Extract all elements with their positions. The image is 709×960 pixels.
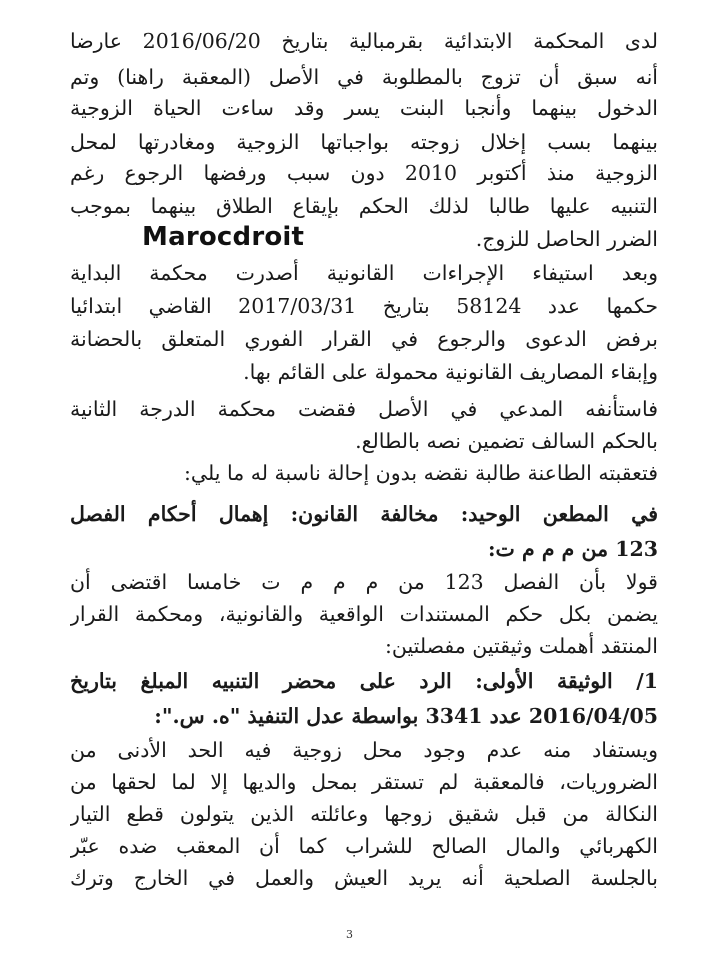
heading-line: 2016/04/05 عدد 3341 بواسطة عدل التنفيذ "ه. س.": [154, 704, 658, 728]
text-line: فاستأنفه المدعي في الأصل فقضت محكمة الدرجة الثانية [70, 397, 658, 421]
heading-line: 1/ الوثيقة الأولى: الرد على محضر التنبيه المبلغ بتاريخ [70, 669, 658, 693]
page-number: 3 [346, 928, 353, 941]
text-line: بالحكم السالف تضمين نصه بالطالع. [355, 429, 658, 453]
heading-line: في المطعن الوحيد: مخالفة القانون: إهمال أحكام الفصل [70, 502, 658, 526]
text-line: الكهربائي والمال الصالح للشراب كما أن المعقب ضده عبّر [70, 834, 658, 858]
text-line: ويستفاد منه عدم وجود محل زوجية فيه الحد الأدنى من [70, 738, 658, 762]
text-line: المنتقد أهملت وثيقتين مفصلتين: [384, 634, 658, 658]
watermark-text: Marocdroit [142, 222, 305, 252]
text-line: برفض الدعوى والرجوع في القرار الفوري المتعلق بالحضانة [70, 327, 658, 351]
text-line: يضمن بكل حكم المستندات الواقعية والقانونية، ومحكمة القرار [70, 602, 658, 626]
text-line: أنه سبق أن تزوج بالمطلوبة في الأصل (المعقبة راهنا) وتم [70, 65, 658, 89]
text-line: التنبيه عليها طالبا لذلك الحكم بإيقاع الطلاق بينهما بموجب [70, 194, 658, 218]
text-line: فتعقبته الطاعنة طالبة نقضه بدون إحالة ناسبة له ما يلي: [183, 461, 658, 485]
text-line: لدى المحكمة الابتدائية بقرمبالية بتاريخ 2016/06/20 عارضا [70, 29, 658, 53]
text-line: الزوجية منذ أكتوبر 2010 دون سبب ورفضها الرجوع رغم [70, 161, 658, 185]
text-line: الضروريات، فالمعقبة لم تستقر بمحل والديها إلا لما لحقها من [70, 770, 658, 794]
text-line: وبعد استيفاء الإجراءات القانونية أصدرت محكمة البداية [70, 261, 658, 285]
text-line: الضرر الحاصل للزوج. [475, 227, 658, 251]
heading-line: 123 من م م م ت: [487, 537, 658, 561]
text-line: بالجلسة الصلحية أنه يريد العيش والعمل في الخارج وترك [70, 866, 658, 890]
text-line: النكالة من قبل شقيق زوجها وعائلته الذين يتولون قطع التيار [70, 802, 658, 826]
text-line: حكمها عدد 58124 بتاريخ 2017/03/31 القاضي ابتدائيا [70, 294, 658, 318]
text-line: بينهما بسب إخلال زوجته بواجباتها الزوجية ومغادرتها لمحل [70, 130, 658, 154]
text-line: وإبقاء المصاريف القانونية محمولة على القائم بها. [243, 360, 658, 384]
text-line: قولا بأن الفصل 123 من م م م ت خامسا اقتضى أن [70, 570, 658, 594]
text-line: الدخول بينهما وأنجبا البنت يسر وقد ساءت الحياة الزوجية [70, 96, 658, 120]
